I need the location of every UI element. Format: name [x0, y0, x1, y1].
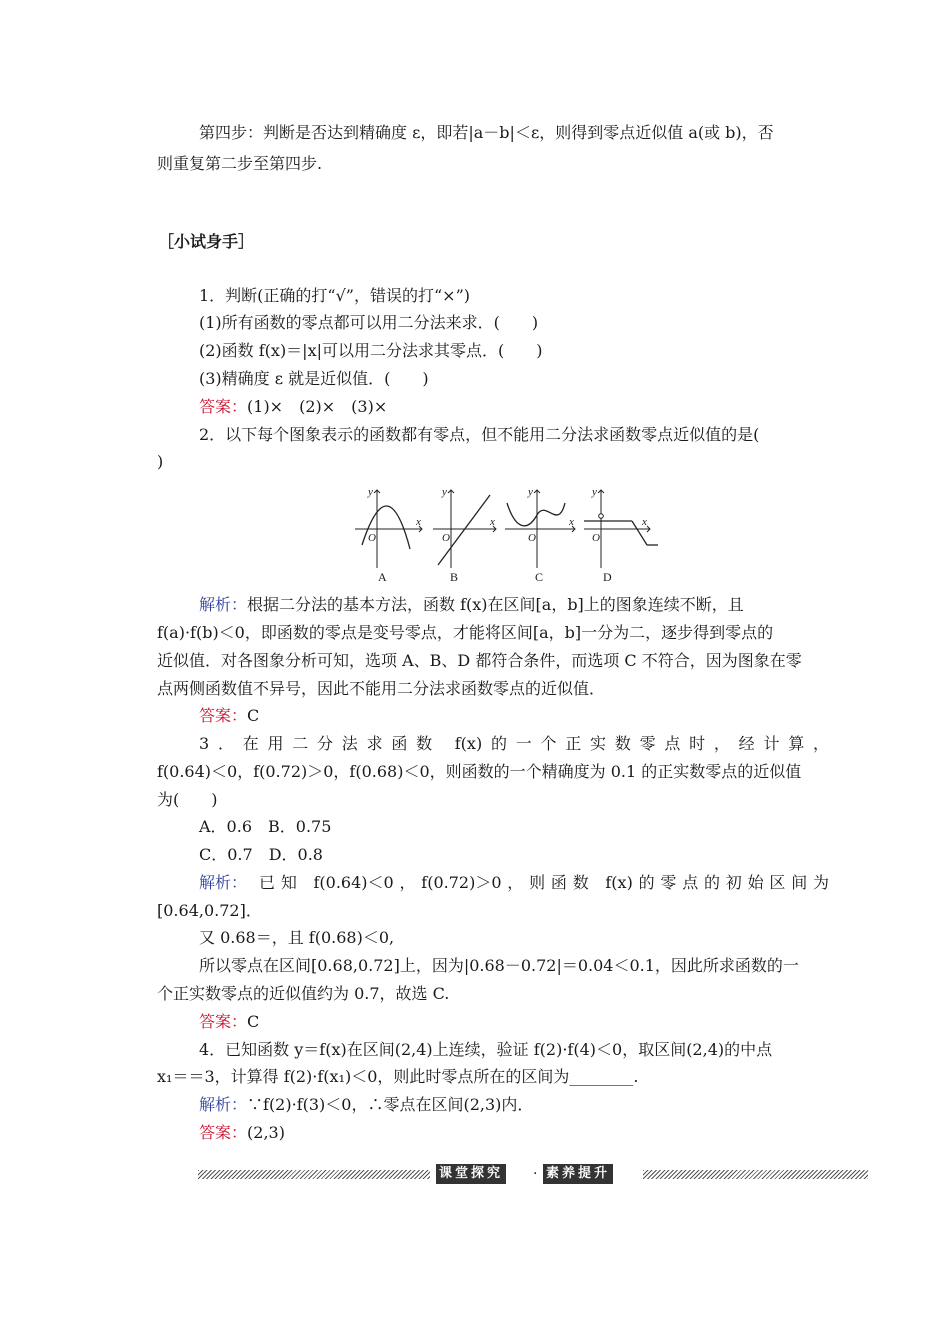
- q1-item-2: (2)函数 f(x)＝|x|可以用二分法求其零点．( ): [199, 341, 543, 360]
- q2-analysis-line3: 近似值．对各图象分析可知，选项 A、B、D 都符合条件，而选项 C 不符合，因为图象在零: [157, 651, 802, 670]
- graph-a: [355, 490, 422, 568]
- step4-line2: 则重复第二步至第四步.: [157, 154, 323, 173]
- q3-answer: [199, 1012, 259, 1032]
- q3-options-line2: C．0.7 D．0.8: [199, 845, 323, 864]
- graph-b-x-label: x: [490, 516, 495, 528]
- analysis-text: 已知 f(0.64)＜0，f(0.72)＞0，则函数 f(x)的零点的初始区间为: [259, 873, 829, 892]
- q1-item-3: (3)精确度 ε 就是近似值．( ): [199, 369, 429, 388]
- graph-d-y-label: y: [592, 486, 597, 498]
- banner-dot: ·: [533, 1166, 538, 1182]
- banner-hatch-right: [643, 1170, 868, 1179]
- graph-c-y-label: y: [528, 486, 533, 498]
- graph-d-x-label: x: [642, 516, 647, 528]
- section-banner: [198, 1162, 868, 1186]
- q2-stem-line2: ): [157, 452, 164, 471]
- q4-stem-line1: 4．已知函数 y＝f(x)在区间(2,4)上连续，验证 f(2)·f(4)＜0，取区间(2,4)的中点: [199, 1040, 773, 1059]
- step4-line1: 第四步：判断是否达到精确度 ε，即若|a－b|＜ε，则得到零点近似值 a(或 b)，否: [199, 123, 774, 142]
- graph-c-origin: O: [528, 532, 536, 544]
- section-title: ［小试身手］: [158, 232, 255, 251]
- answer-text: (2,3): [247, 1123, 285, 1142]
- q4-analysis: [199, 1095, 533, 1115]
- figure-label-b: B: [450, 570, 459, 584]
- answer-label: 答案：: [199, 1123, 248, 1142]
- answer-text: (1)× (2)× (3)×: [247, 397, 388, 416]
- q1-stem: 1．判断(正确的打“√”，错误的打“×”): [199, 286, 470, 305]
- figure-label-c: C: [535, 570, 544, 584]
- q2-answer: [199, 706, 259, 726]
- banner-label-left: 课堂探究: [436, 1164, 506, 1184]
- analysis-text: 根据二分法的基本方法，函数 f(x)在区间[a，b]上的图象连续不断，且: [247, 595, 744, 614]
- graph-a-x-label: x: [416, 516, 421, 528]
- q3-analysis-line4: 所以零点在区间[0.68,0.72]上，因为|0.68－0.72|＝0.04＜0.1，因此所求函数的一: [199, 956, 799, 975]
- q2-analysis-line1: [199, 595, 744, 615]
- analysis-text: ∵f(2)·f(3)＜0，∴零点在区间(2,3)内．: [247, 1095, 534, 1114]
- q2-analysis-line4: 点两侧函数值不异号，因此不能用二分法求函数零点的近似值．: [157, 679, 606, 698]
- analysis-label: 解析：: [199, 873, 248, 892]
- graph-a-origin: O: [368, 532, 376, 544]
- analysis-label: 解析：: [199, 595, 248, 614]
- graph-c-x-label: x: [569, 516, 574, 528]
- figure-label-a: A: [378, 570, 387, 584]
- answer-label: 答案：: [199, 706, 248, 725]
- q4-stem-line2: x₁＝＝3，计算得 f(2)·f(x₁)＜0，则此时零点所在的区间为________.: [157, 1067, 639, 1086]
- q3-analysis-line5: 个正实数零点的近似值约为 0.7，故选 C.: [157, 984, 450, 1003]
- graph-d: [584, 490, 658, 568]
- figure-label-d: D: [603, 570, 612, 584]
- answer-text: C: [247, 706, 260, 725]
- q3-stem-line3: 为( ): [157, 790, 218, 809]
- q2-analysis-line2: f(a)·f(b)＜0，即函数的零点是变号零点，才能将区间[a，b]一分为二，逐步得到零点的: [157, 623, 774, 642]
- q3-options-line1: A．0.6 B．0.75: [199, 817, 332, 836]
- banner-hatch-left: [198, 1170, 430, 1179]
- banner-label-right: 素养提升: [543, 1164, 613, 1184]
- q2-stem-line1: 2．以下每个图象表示的函数都有零点，但不能用二分法求函数零点近似值的是(: [199, 425, 760, 444]
- analysis-label: 解析：: [199, 1095, 248, 1114]
- q3-analysis-line2: [0.64,0.72]．: [157, 901, 262, 920]
- answer-label: 答案：: [199, 1012, 248, 1031]
- graph-b-origin: O: [442, 532, 450, 544]
- q4-answer: [199, 1123, 285, 1143]
- q3-analysis-line3: 又 0.68＝，且 f(0.68)＜0,: [199, 928, 395, 947]
- q1-answer: [199, 397, 387, 417]
- graph-c: [505, 490, 575, 568]
- q3-stem-line2: f(0.64)＜0，f(0.72)＞0，f(0.68)＜0，则函数的一个精确度为 0.1 的正实数零点的近似值: [157, 762, 802, 781]
- q2-function-graphs: [350, 483, 660, 583]
- answer-text: C: [247, 1012, 260, 1031]
- q1-item-1: (1)所有函数的零点都可以用二分法来求．( ): [199, 313, 539, 332]
- graph-d-origin: O: [592, 532, 600, 544]
- answer-label: 答案：: [199, 397, 248, 416]
- graph-b: [433, 490, 496, 568]
- graph-b-y-label: y: [442, 486, 447, 498]
- q3-analysis-line1: [199, 873, 829, 893]
- graph-a-y-label: y: [368, 486, 373, 498]
- q3-stem-line1: 3．在用二分法求函数 f(x)的一个正实数零点时，经计算，: [199, 734, 829, 753]
